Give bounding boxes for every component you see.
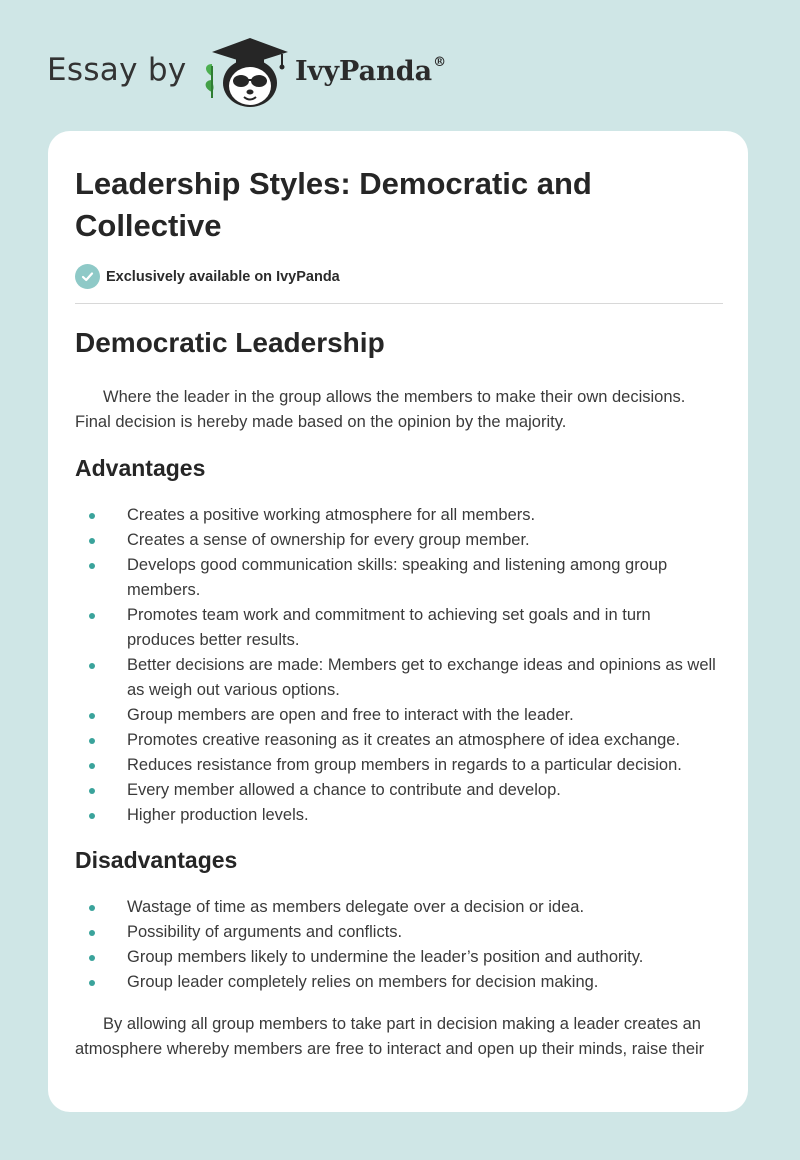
bullet-dot-icon [89,738,95,744]
list-item-text: Group members are open and free to interact with the leader. [127,706,574,724]
advantages-heading: Advantages [75,455,206,481]
title-divider [75,303,723,304]
bullet-dot-icon [89,813,95,819]
exclusive-label: Exclusively available on IvyPanda [106,268,340,285]
list-item-text: Higher production levels. [127,806,309,824]
list-item-text: Creates a sense of ownership for every group member. [127,531,530,549]
brand-header [0,0,800,130]
essay-card [48,131,748,1112]
list-item [75,753,723,778]
bullet-dot-icon [89,613,95,619]
disadvantages-heading: Disadvantages [75,847,238,873]
list-item-text: Promotes team work and commitment to achieving set goals and in turn produces better results. [127,606,651,649]
list-item [75,703,723,728]
registered-mark: ® [433,55,447,70]
list-item [75,553,723,603]
bullet-dot-icon [89,930,95,936]
intro-paragraph: Where the leader in the group allows the members to make their own decisions. Final decision is hereby made based on the opinion by the majority. [75,388,686,431]
panda-graduate-logo-icon [200,36,300,110]
bullet-dot-icon [89,980,95,986]
list-item [75,653,723,703]
exclusive-badge [75,264,340,289]
list-item [75,778,723,803]
list-item-text: Group leader completely relies on members for decision making. [127,973,599,991]
bullet-dot-icon [89,955,95,961]
essay-by-label: Essay by [47,52,187,88]
advantages-list [75,503,723,828]
list-item-text: Wastage of time as members delegate over a decision or idea. [127,898,585,916]
brand-name [295,55,446,87]
list-item [75,503,723,528]
section-heading: Democratic Leadership [75,327,385,358]
bullet-dot-icon [89,763,95,769]
bullet-dot-icon [89,713,95,719]
list-item [75,603,723,653]
brand-name-text: IvyPanda [295,56,433,87]
list-item [75,728,723,753]
bullet-dot-icon [89,905,95,911]
essay-title: Leadership Styles: Democratic and Collective [75,166,592,243]
list-item-text: Develops good communication skills: speaking and listening among group members. [127,556,668,599]
bullet-dot-icon [89,788,95,794]
list-item [75,803,723,828]
bullet-dot-icon [89,513,95,519]
bullet-dot-icon [89,663,95,669]
list-item-text: Better decisions are made: Members get to exchange ideas and opinions as well as weigh out various options. [127,656,716,699]
list-item [75,528,723,553]
list-item-text: Creates a positive working atmosphere for all members. [127,506,536,524]
check-circle-icon [75,264,100,289]
bullet-dot-icon [89,563,95,569]
list-item-text: Possibility of arguments and conflicts. [127,923,403,941]
list-item-text: Group members likely to undermine the leader’s position and authority. [127,948,644,966]
closing-paragraph: By allowing all group members to take part in decision making a leader creates an atmosphere whereby members are free to interact and open up their minds, raise their [75,1015,705,1058]
list-item [75,895,723,920]
list-item [75,970,723,995]
list-item [75,945,723,970]
list-item-text: Every member allowed a chance to contribute and develop. [127,781,561,799]
list-item-text: Promotes creative reasoning as it creates an atmosphere of idea exchange. [127,731,681,749]
bullet-dot-icon [89,538,95,544]
list-item [75,920,723,945]
list-item-text: Reduces resistance from group members in regards to a particular decision. [127,756,682,774]
disadvantages-list [75,895,723,995]
